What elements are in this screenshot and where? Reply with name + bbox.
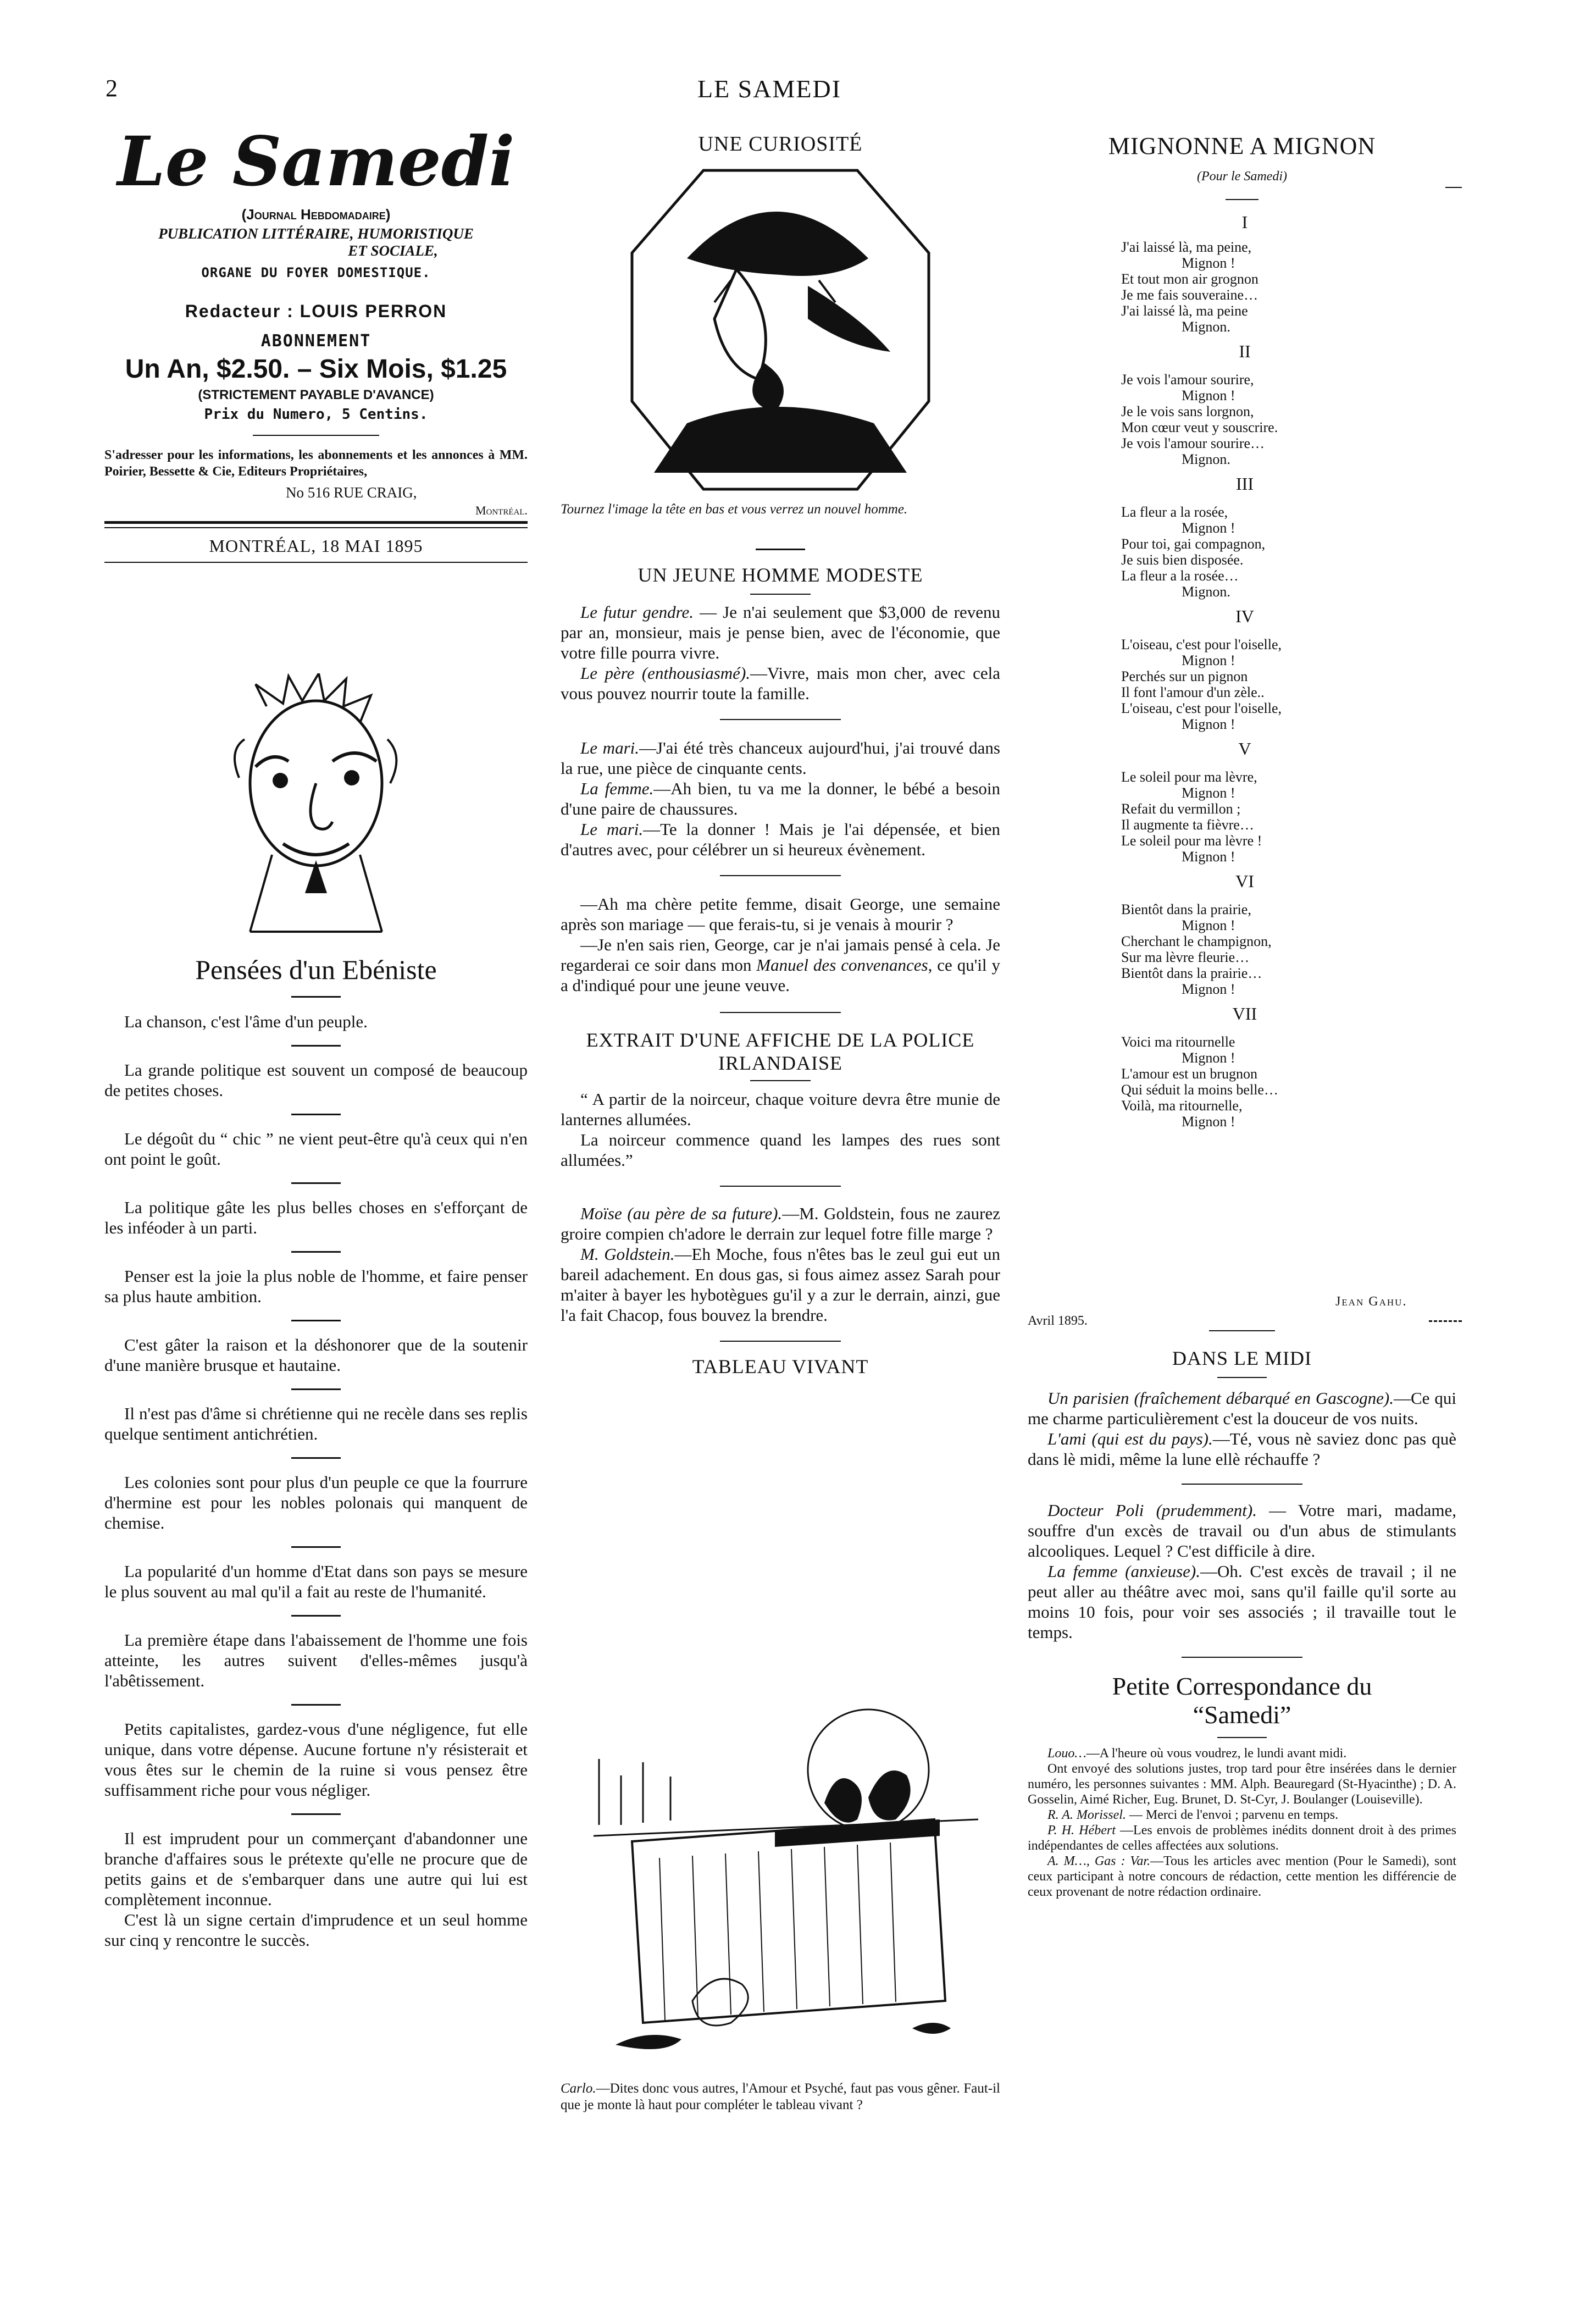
poem-line: Sur ma lèvre fleurie… bbox=[1121, 949, 1250, 965]
separator-rule bbox=[720, 1012, 841, 1013]
speaker: Le mari. bbox=[580, 738, 639, 757]
dialogue-paragraph bbox=[561, 819, 1000, 860]
speaker: Le mari. bbox=[580, 820, 644, 839]
double-rule bbox=[104, 521, 528, 528]
poem-line: Mignon. bbox=[1182, 584, 1230, 600]
affiche-rule bbox=[750, 1080, 811, 1081]
separator-rule bbox=[291, 1182, 341, 1184]
dialogue-paragraph bbox=[1028, 1500, 1456, 1561]
poem-line: Je vois l'amour sourire, bbox=[1121, 372, 1254, 388]
dialogue-paragraph bbox=[1028, 1388, 1456, 1429]
poem-line: Mignon ! bbox=[1182, 849, 1235, 865]
poem-line: Le soleil pour ma lèvre, bbox=[1121, 769, 1257, 785]
dialogue-text: —Eh Moche, fous n'êtes bas le zeul gui eut un bareil adachement. En dous gas, si fous aimez assez Sarah pour m'aiter à bayer les hybotègues gu'il y a zur le derrain, ainzi, gue l'a fait Chacop, fous bouvez la brendre. bbox=[561, 1244, 1001, 1325]
pensee-item: La grande politique est souvent un composé de beaucoup de petites choses. bbox=[104, 1060, 528, 1100]
running-head: LE SAMEDI bbox=[697, 75, 842, 103]
masthead-title: Le Samedi bbox=[117, 122, 515, 202]
mignonne-title: MIGNONNE A MIGNON bbox=[1108, 132, 1376, 159]
poem-line: Mignon ! bbox=[1182, 520, 1235, 536]
pensee-item: La politique gâte les plus belles choses en s'efforçant de les inféoder à un parti. bbox=[104, 1198, 528, 1237]
speaker: Un parisien (fraîchement débarqué en Gascogne). bbox=[1047, 1388, 1394, 1408]
dialogue-paragraph bbox=[561, 663, 1000, 704]
stanza-number: IV bbox=[1235, 606, 1254, 626]
mignonne-byline: (Pour le Samedi) bbox=[1197, 169, 1287, 184]
poem-line: Mignon ! bbox=[1182, 1114, 1235, 1130]
pensee-item: Les colonies sont pour plus d'un peuple ce que la fourrure d'hermine est pour les nobles polonais qui manquent de chemise. bbox=[104, 1473, 528, 1532]
correspondent-name: Louo… bbox=[1047, 1746, 1086, 1761]
dialogue-paragraph bbox=[561, 1244, 1000, 1325]
correspondance-body bbox=[1028, 1746, 1456, 1900]
poem-line: Mignon. bbox=[1182, 319, 1230, 335]
poem-line: Mon cœur veut y souscrire. bbox=[1121, 419, 1278, 435]
curiosite-rule bbox=[756, 549, 805, 550]
affiche-paragraph: La noirceur commence quand les lampes des rues sont allumées.” bbox=[561, 1130, 1000, 1170]
correspondance-item bbox=[1028, 1807, 1456, 1823]
dialogue-text: —M. Goldstein, fous ne zaurez groire compien ch'adore le derrain zur lequel fotre fille marge ? bbox=[561, 1204, 1001, 1243]
speaker: La femme (anxieuse). bbox=[1047, 1562, 1201, 1581]
affiche-paragraph: “ A partir de la noirceur, chaque voiture devra être munie de lanternes allumées. bbox=[561, 1089, 1000, 1129]
poem-line: Je suis bien disposée. bbox=[1121, 552, 1244, 568]
pensee-item: Il n'est pas d'âme si chrétienne qui ne recèle dans ses replis quelque sentiment antichrétien. bbox=[104, 1404, 528, 1443]
pensees-list bbox=[104, 1011, 528, 1950]
correspondance-title-line1: Petite Correspondance du bbox=[1112, 1672, 1372, 1700]
poem-line: Mignon ! bbox=[1182, 652, 1235, 668]
separator-rule bbox=[291, 1045, 341, 1047]
separator-rule bbox=[291, 1546, 341, 1548]
tableau-title: TABLEAU VIVANT bbox=[692, 1355, 869, 1377]
dialogue-text: —Je n'en sais rien, George, car je n'ai jamais pensé à cela. Je regarderai ce soir dans mon bbox=[561, 935, 1000, 975]
correspondance-item bbox=[1028, 1746, 1456, 1761]
stanza bbox=[1121, 504, 1368, 600]
dialogue-paragraph: —Ah ma chère petite femme, disait George, une semaine après son mariage — que ferais-tu, si je venais à mourir ? bbox=[561, 894, 1000, 934]
caricature-illustration bbox=[206, 673, 426, 948]
stanza-number: VI bbox=[1235, 871, 1254, 891]
separator-rule bbox=[720, 1341, 841, 1342]
jeune-homme-rule bbox=[750, 594, 811, 595]
correspondance-text: —Les envois de problèmes inédits donnent droit à des primes indépendantes de celles affectées aux solutions. bbox=[1028, 1823, 1457, 1853]
poem-line: Le soleil pour ma lèvre ! bbox=[1121, 833, 1262, 849]
poem-line: Pour toi, gai compagnon, bbox=[1121, 536, 1266, 552]
poem-line: J'ai laissé là, ma peine, bbox=[1121, 239, 1252, 255]
poem-line: Voilà, ma ritournelle, bbox=[1121, 1098, 1243, 1114]
dialogue-text: — Votre mari, madame, souffre d'un excès de travail ou d'un abus de stimulants alcooliques. Lequel ? C'est difficile à dire. bbox=[1028, 1501, 1456, 1561]
dialogue-text: —Te la donner ! Mais je l'ai dépensée, et bien d'autres avec, pour célébrer un si heureux évènement. bbox=[561, 820, 1000, 859]
speaker: Le futur gendre. bbox=[580, 602, 694, 622]
poem-line: Il augmente ta fièvre… bbox=[1121, 817, 1254, 833]
masthead-editor: Redacteur : LOUIS PERRON bbox=[185, 301, 447, 321]
masthead bbox=[104, 124, 528, 563]
tableau-caption bbox=[561, 2080, 1000, 2113]
poem-line: Bientôt dans la prairie… bbox=[1121, 965, 1262, 981]
pensee-item: C'est là un signe certain d'imprudence et un seul homme sur cinq y rencontre le succès. bbox=[104, 1910, 528, 1950]
poem-line: Mignon. bbox=[1182, 451, 1230, 467]
speaker: Le père (enthousiasmé). bbox=[580, 663, 751, 683]
address-city: Montréal. bbox=[475, 503, 528, 517]
poem-line: Mignon ! bbox=[1182, 981, 1235, 997]
dialogue-text: —Ah bien, tu va me la donner, le bébé a besoin d'une paire de chaussures. bbox=[561, 779, 1000, 818]
dialogue-text: — Je n'ai seulement que $3,000 de revenu par an, monsieur, mais je pense bien, avec de l'économie, que votre fille pourra vivre. bbox=[561, 602, 1000, 662]
midi-rule bbox=[1217, 1377, 1267, 1378]
correspondent-name: R. A. Morissel. bbox=[1047, 1808, 1126, 1822]
poem-line: Refait du vermillon ; bbox=[1121, 801, 1241, 817]
margin-mark bbox=[1445, 187, 1462, 188]
dialogue-paragraph bbox=[561, 738, 1000, 778]
masthead-tagline-1: PUBLICATION LITTÉRAIRE, HUMORISTIQUE bbox=[158, 225, 474, 242]
poem-line: Il font l'amour d'un zèle.. bbox=[1121, 684, 1265, 700]
poem bbox=[1121, 214, 1368, 1130]
separator-rule bbox=[291, 1813, 341, 1815]
single-price: Prix du Numero, 5 Centins. bbox=[204, 406, 428, 423]
curiosite-illustration bbox=[627, 165, 934, 495]
stanza bbox=[1121, 1034, 1368, 1130]
poem-line: L'amour est un brugnon bbox=[1121, 1066, 1258, 1082]
separator-rule bbox=[291, 1457, 341, 1459]
dialogue-text: , ce qu'il y a d'indiqué pour une jeune veuve. bbox=[561, 955, 1000, 995]
midi-body bbox=[1028, 1388, 1456, 1900]
correspondance-item: Ont envoyé des solutions justes, trop tard pour être insérées dans le dernier numéro, les personnes suivantes : MM. Alph. Beauregard (St-Hyacinthe) ; D. A. Gosselin, Aimé Richer, Eug. Brunet, D. St-Cyr, J. Boulanger (Louiseville). bbox=[1028, 1762, 1456, 1807]
correspondance-title bbox=[1028, 1672, 1456, 1729]
poem-line: Mignon ! bbox=[1182, 716, 1235, 732]
stanza bbox=[1121, 372, 1368, 467]
tableau-illustration bbox=[583, 1693, 978, 2067]
curiosite-title: UNE CURIOSITÉ bbox=[698, 132, 863, 156]
poem-line: Je le vois sans lorgnon, bbox=[1121, 403, 1254, 419]
caption-text: —Dites donc vous autres, l'Amour et Psyché, faut pas vous gêner. Faut-il que je monte là haut pour compléter le tableau vivant ? bbox=[561, 2081, 1000, 2112]
speaker: Docteur Poli (prudemment). bbox=[1047, 1501, 1257, 1520]
masthead-rule bbox=[253, 435, 379, 436]
pensee-item: Le dégoût du “ chic ” ne vient peut-être qu'à ceux qui n'en ont point le goût. bbox=[104, 1129, 528, 1169]
correspondance-title-line2: “Samedi” bbox=[1193, 1701, 1291, 1729]
dialogue-paragraph bbox=[1028, 1561, 1456, 1642]
poem-line: La fleur a la rosée… bbox=[1121, 568, 1239, 584]
pensee-item: Penser est la joie la plus noble de l'homme, et faire penser sa plus haute ambition. bbox=[104, 1266, 528, 1306]
dialogue-text: —Vivre, mais mon cher, avec cela vous pouvez nourrir toute la famille. bbox=[561, 663, 1001, 703]
poem-line: L'oiseau, c'est pour l'oiselle, bbox=[1121, 637, 1282, 652]
stanza bbox=[1121, 769, 1368, 865]
separator-rule bbox=[1182, 1657, 1302, 1658]
correspondance-text: —Tous les articles avec mention (Pour le Samedi), sont ceux participant à notre concours de rédaction, cette mention les différencie de ceux provenant de notre rédaction ordinaire. bbox=[1028, 1854, 1456, 1899]
stanza bbox=[1121, 901, 1368, 997]
subscription-prices: Un An, $2.50. – Six Mois, $1.25 bbox=[125, 355, 507, 384]
section-rule bbox=[1209, 1330, 1275, 1331]
poem-line: Perchés sur un pignon bbox=[1121, 668, 1248, 684]
jeune-homme-title: UN JEUNE HOMME MODESTE bbox=[637, 564, 923, 586]
jeune-homme-body bbox=[561, 602, 1000, 1378]
page-number: 2 bbox=[106, 75, 118, 102]
dialogue-paragraph bbox=[561, 934, 1000, 995]
correspondent-name: A. M…, Gas : Var. bbox=[1047, 1854, 1151, 1868]
dialogue-paragraph bbox=[561, 602, 1000, 663]
poem-line: La fleur a la rosée, bbox=[1121, 504, 1228, 520]
stanza bbox=[1121, 239, 1368, 335]
dialogue-text: —J'ai été très chanceux aujourd'hui, j'ai trouvé dans la rue, une pièce de cinquante cents. bbox=[561, 738, 1000, 778]
speaker: Moïse (au père de sa future). bbox=[580, 1204, 783, 1223]
correspondance-item bbox=[1028, 1853, 1456, 1900]
poem-line: J'ai laissé là, ma peine bbox=[1121, 303, 1248, 319]
correspondent-name: P. H. Hébert bbox=[1047, 1823, 1116, 1838]
separator-rule bbox=[720, 875, 841, 876]
poem-line: Qui séduit la moins belle… bbox=[1121, 1082, 1278, 1098]
poem-line: Cherchant le champignon, bbox=[1121, 933, 1272, 949]
poem-line: Mignon ! bbox=[1182, 388, 1235, 403]
speaker: M. Goldstein. bbox=[580, 1244, 675, 1264]
poem-signature: Jean Gahu. bbox=[1335, 1294, 1407, 1309]
speaker: Carlo. bbox=[561, 2081, 596, 2096]
stanza-number: V bbox=[1238, 739, 1251, 759]
poem-line: Mignon ! bbox=[1182, 255, 1235, 271]
speaker: La femme. bbox=[580, 779, 654, 798]
dialogue-text: —Té, vous nè saviez donc pas què dans lè midi, même la lune ellè réchauffe ? bbox=[1028, 1429, 1456, 1469]
dialogue-paragraph bbox=[561, 1203, 1000, 1244]
dialogue-paragraph bbox=[1028, 1429, 1456, 1469]
curiosite-caption: Tournez l'image la tête en bas et vous verrez un nouvel homme. bbox=[561, 502, 908, 517]
correspondance-item bbox=[1028, 1823, 1456, 1853]
midi-title: DANS LE MIDI bbox=[1172, 1347, 1312, 1369]
pensee-item: Il est imprudent pour un commerçant d'abandonner une branche d'affaires sous le prétexte qu'elle ne procure que de petits gains et de s'embarquer dans une autre qui lui est complètement inconnue. bbox=[104, 1829, 528, 1909]
pensee-item: La première étape dans l'abaissement de l'homme une fois atteinte, les autres suivent d'elles-mêmes jusqu'à l'abêtissement. bbox=[104, 1630, 528, 1690]
correspondance-text: —A l'heure où vous voudrez, le lundi avant midi. bbox=[1086, 1746, 1347, 1761]
poem-line: Bientôt dans la prairie, bbox=[1121, 901, 1251, 917]
dateline: MONTRÉAL, 18 MAI 1895 bbox=[209, 536, 423, 556]
margin-mark bbox=[1429, 1320, 1462, 1322]
separator-rule bbox=[1182, 1484, 1302, 1485]
separator-rule bbox=[291, 1615, 341, 1617]
address-street: No 516 RUE CRAIG, bbox=[286, 484, 417, 501]
speaker: L'ami (qui est du pays). bbox=[1047, 1429, 1213, 1448]
masthead-subtitle: (Journal Hebdomadaire) bbox=[241, 206, 391, 223]
pensee-item: C'est gâter la raison et la déshonorer que de la soutenir d'une manière brusque et hautaine. bbox=[104, 1335, 528, 1375]
pensees-title: Pensées d'un Ebéniste bbox=[195, 954, 437, 985]
stanza-number: III bbox=[1236, 474, 1254, 494]
pensee-item: La popularité d'un homme d'Etat dans son pays se mesure le plus souvent au mal qu'il a fait au reste de l'humanité. bbox=[104, 1562, 528, 1601]
poem-line: Je vois l'amour sourire… bbox=[1121, 435, 1265, 451]
dialogue-text: —Ce qui me charme particulièrement c'est la douceur de vos nuits. bbox=[1028, 1388, 1456, 1428]
stanza-number: II bbox=[1239, 341, 1251, 361]
book-title: Manuel des convenances bbox=[756, 955, 928, 975]
subscription-terms: (STRICTEMENT PAYABLE D'AVANCE) bbox=[198, 388, 434, 402]
stanza bbox=[1121, 637, 1368, 732]
separator-rule bbox=[291, 1704, 341, 1706]
masthead-organ: ORGANE DU FOYER DOMESTIQUE. bbox=[201, 265, 431, 280]
separator-rule bbox=[291, 1320, 341, 1321]
address-text: S'adresser pour les informations, les abonnements et les annonces à MM. Poirier, Bessette & Cie, Editeurs Propriétaires, bbox=[104, 448, 528, 479]
stanza-number: I bbox=[1241, 212, 1248, 232]
separator-rule bbox=[720, 719, 841, 720]
mignonne-rule bbox=[1226, 199, 1259, 200]
poem-line: Mignon ! bbox=[1182, 1050, 1235, 1066]
separator-rule bbox=[291, 1388, 341, 1390]
separator-rule bbox=[291, 1251, 341, 1253]
poem-line: Je me fais souveraine… bbox=[1121, 287, 1259, 303]
pensee-item: Petits capitalistes, gardez-vous d'une négligence, fut elle unique, dans votre dépense. Aucune fortune n'y résisterait et vous êtes sur le chemin de la ruine si vous pensez être suffisamment riche pour vous négliger. bbox=[104, 1719, 528, 1800]
poem-line: Mignon ! bbox=[1182, 917, 1235, 933]
subscription-head: ABONNEMENT bbox=[260, 331, 372, 351]
poem-line: Mignon ! bbox=[1182, 785, 1235, 801]
separator-rule bbox=[291, 1114, 341, 1115]
dialogue-paragraph bbox=[561, 778, 1000, 819]
pensees-title-rule bbox=[291, 996, 341, 998]
separator-rule bbox=[720, 1186, 841, 1187]
poem-line: Voici ma ritournelle bbox=[1121, 1034, 1235, 1050]
correspondance-rule bbox=[1217, 1737, 1267, 1738]
dateline-rule bbox=[104, 562, 528, 563]
affiche-title: EXTRAIT D'UNE AFFICHE DE LA POLICE IRLANDAISE bbox=[586, 1029, 975, 1074]
dialogue-text: —Oh. C'est excès de travail ; il ne peut aller au théâtre avec moi, sans qu'il faille qu'il sorte au moins 10 fois, pour voir ses associés ; il travaille tout le temps. bbox=[1028, 1562, 1457, 1642]
stanza-number: VII bbox=[1232, 1004, 1257, 1023]
poem-date: Avril 1895. bbox=[1028, 1314, 1088, 1328]
masthead-tagline-2: ET SOCIALE, bbox=[348, 242, 438, 259]
poem-line: Et tout mon air grognon bbox=[1121, 271, 1259, 287]
pensee-item: La chanson, c'est l'âme d'un peuple. bbox=[124, 1012, 368, 1031]
poem-line: L'oiseau, c'est pour l'oiselle, bbox=[1121, 700, 1282, 716]
correspondance-text: — Merci de l'envoi ; parvenu en temps. bbox=[1126, 1808, 1339, 1822]
